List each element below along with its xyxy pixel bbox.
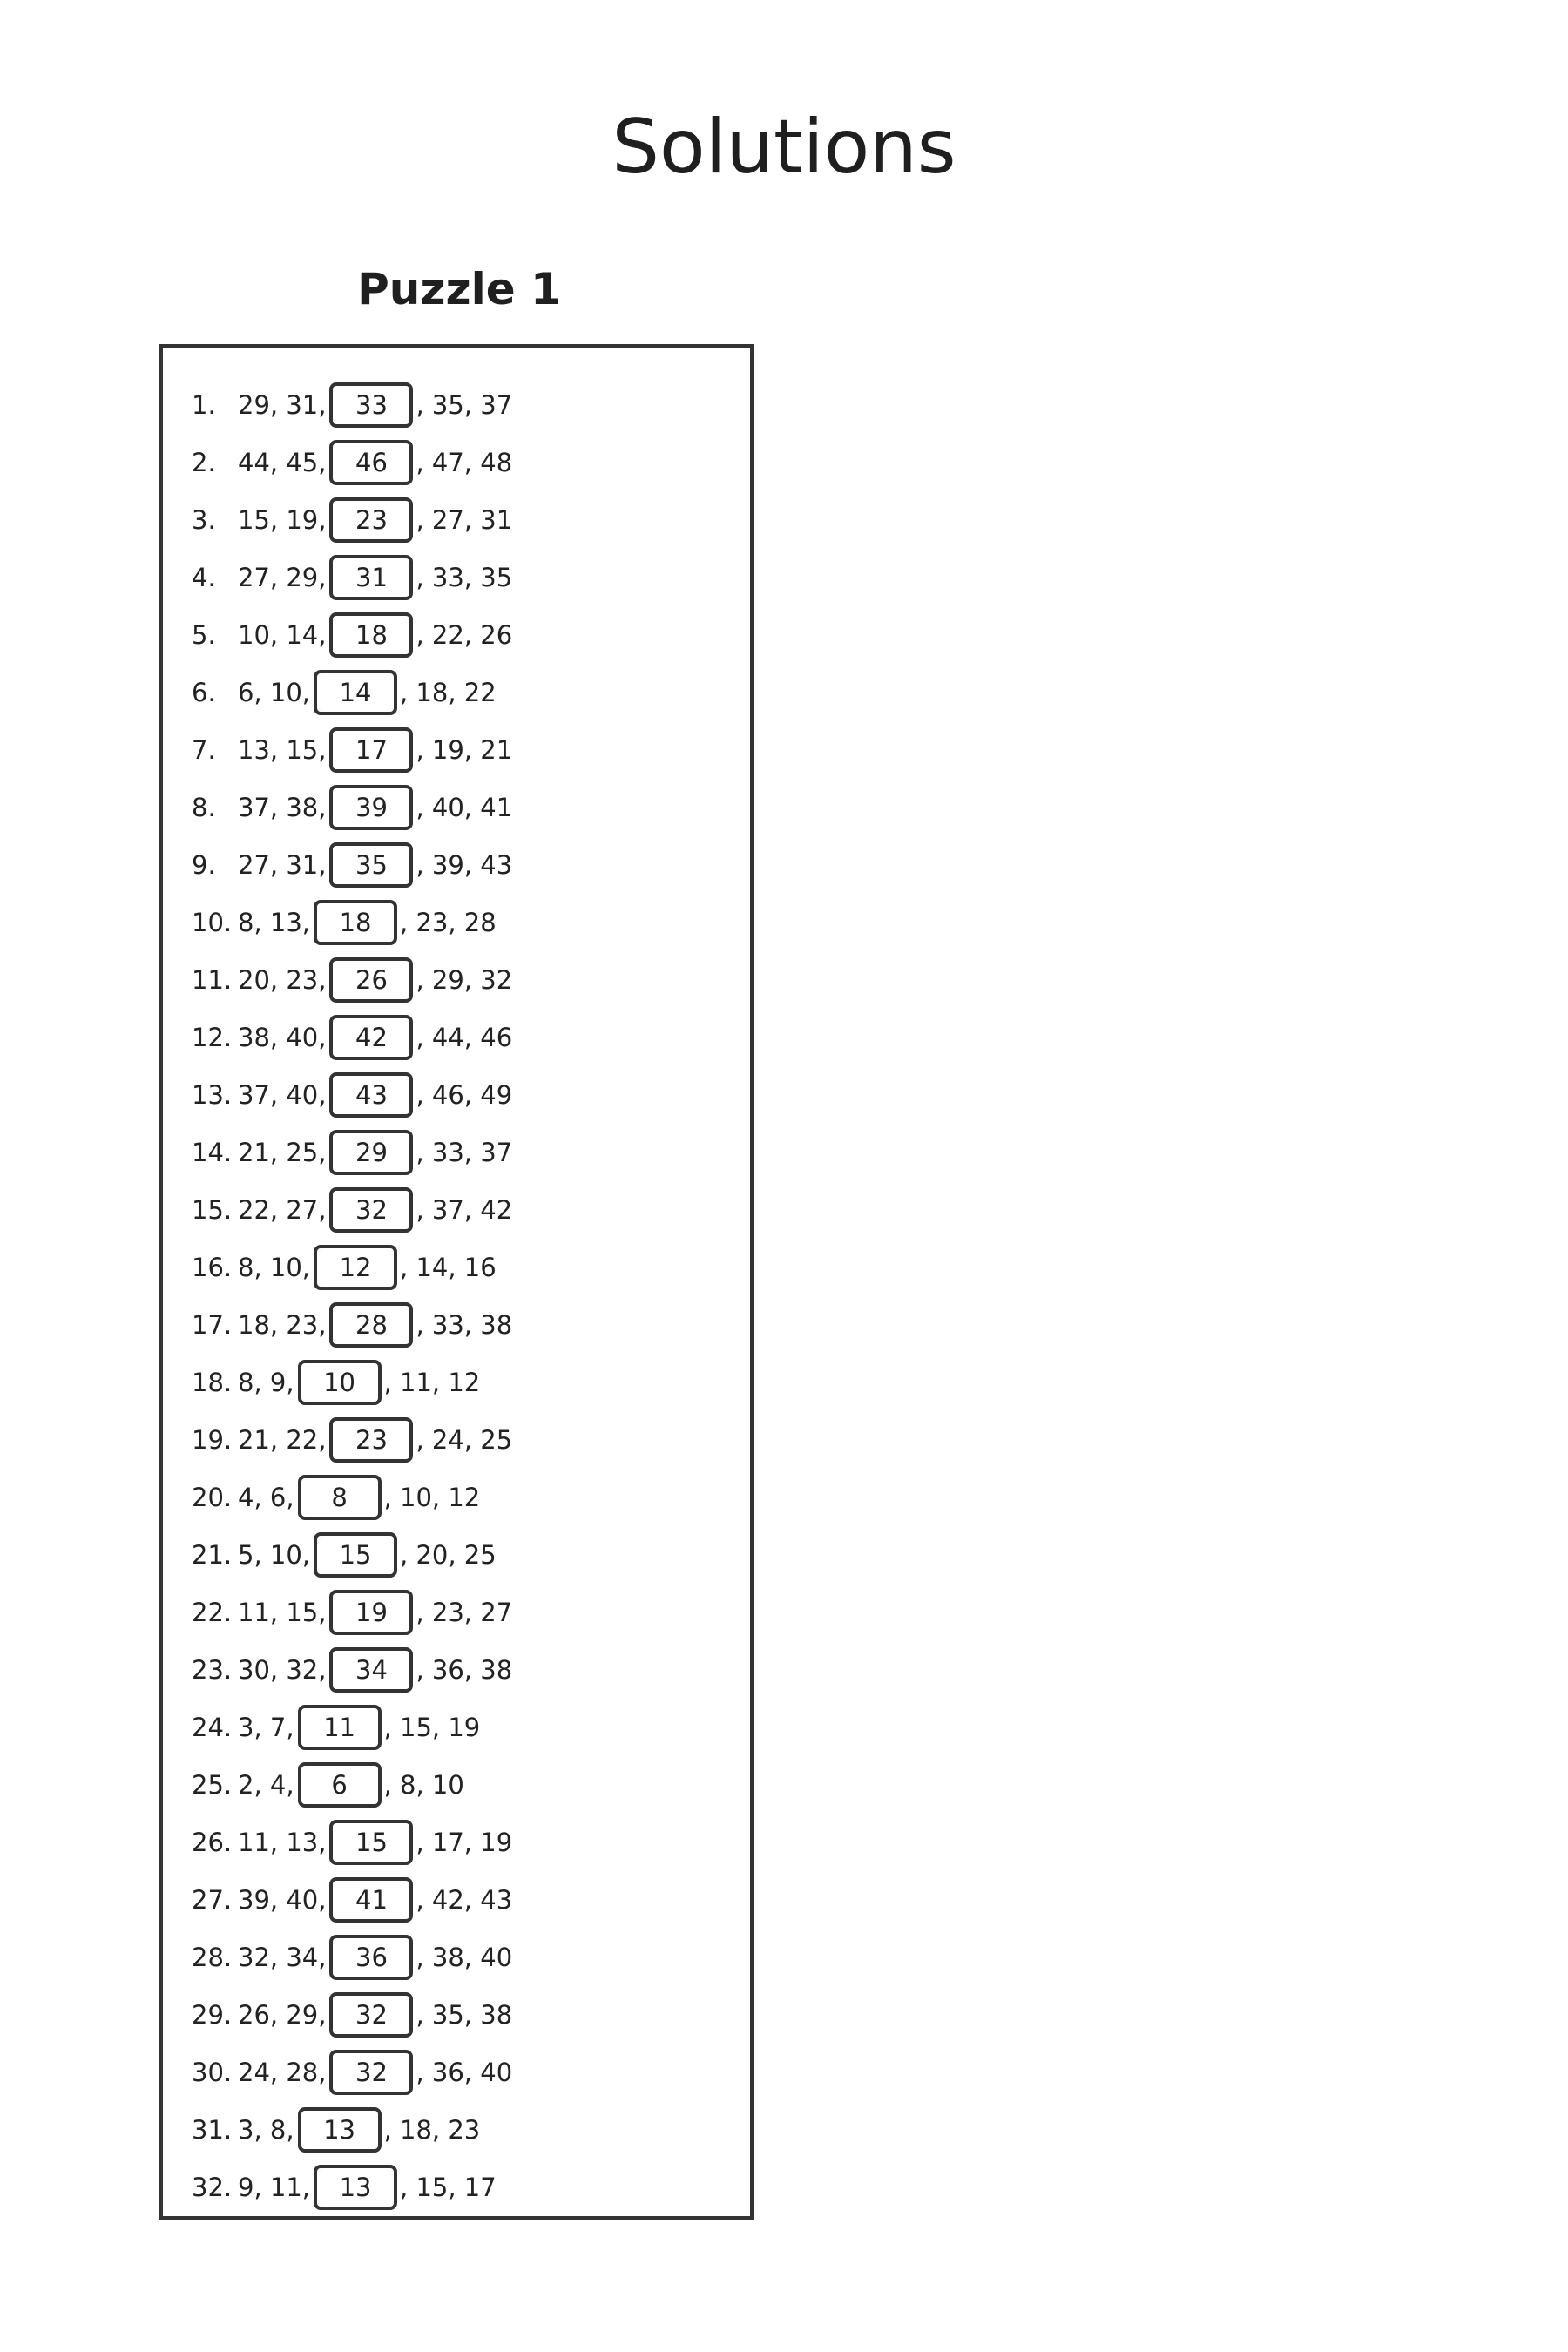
row-number: 29. [192, 2000, 233, 2030]
sequence-before: 37, 38, [238, 793, 327, 822]
solution-row [192, 1756, 512, 1814]
solution-row [192, 1929, 512, 1986]
row-number: 12. [192, 1023, 233, 1052]
answer-box: 19 [329, 1590, 413, 1635]
sequence-after: , 20, 25 [400, 1540, 497, 1570]
sequence-after: , 33, 38 [416, 1310, 513, 1340]
puzzle-solutions-box [159, 344, 754, 2220]
answer-box: 41 [329, 1877, 413, 1923]
sequence-before: 2, 4, [238, 1770, 294, 1800]
solution-row [192, 1699, 512, 1756]
answer-box: 15 [329, 1820, 413, 1865]
answer-box: 42 [329, 1015, 413, 1060]
sequence-before: 8, 10, [238, 1253, 311, 1282]
sequence-after: , 15, 19 [383, 1713, 481, 1742]
sequence-after: , 46, 49 [416, 1080, 513, 1110]
sequence-before: 21, 25, [238, 1138, 327, 1167]
row-number: 15. [192, 1195, 233, 1225]
answer-box: 32 [329, 1187, 413, 1233]
row-number: 30. [192, 2058, 233, 2087]
row-number: 4. [192, 563, 216, 592]
sequence-before: 32, 34, [238, 1943, 327, 1972]
answer-box: 18 [314, 900, 397, 945]
sequence-before: 6, 10, [238, 678, 311, 707]
answer-box: 13 [298, 2107, 382, 2153]
row-number: 19. [192, 1425, 233, 1455]
solution-row [192, 1124, 512, 1181]
sequence-after: , 35, 37 [416, 390, 513, 420]
sequence-before: 11, 15, [238, 1598, 327, 1627]
row-number: 10. [192, 908, 233, 937]
solution-row [192, 434, 512, 491]
solution-row [192, 1584, 512, 1641]
row-number: 18. [192, 1368, 233, 1397]
sequence-before: 20, 23, [238, 965, 327, 995]
solution-row [192, 894, 512, 951]
answer-box: 17 [329, 727, 413, 773]
answer-box: 35 [329, 842, 413, 888]
answer-box: 46 [329, 440, 413, 485]
sequence-before: 15, 19, [238, 505, 327, 535]
solution-row [192, 1296, 512, 1354]
sequence-after: , 24, 25 [416, 1425, 513, 1455]
sequence-after: , 40, 41 [416, 793, 513, 822]
sequence-after: , 23, 28 [400, 908, 497, 937]
answer-box: 18 [329, 612, 413, 658]
solution-row [192, 1354, 512, 1411]
solution-row [192, 549, 512, 606]
answer-box: 10 [298, 1360, 382, 1405]
answer-box: 32 [329, 2050, 413, 2095]
solution-row [192, 664, 512, 721]
sequence-before: 27, 29, [238, 563, 327, 592]
sequence-after: , 10, 12 [383, 1483, 481, 1512]
answer-box: 43 [329, 1072, 413, 1118]
answer-box: 34 [329, 1647, 413, 1693]
row-number: 20. [192, 1483, 233, 1512]
sequence-before: 21, 22, [238, 1425, 327, 1455]
sequence-before: 29, 31, [238, 390, 327, 420]
sequence-after: , 18, 22 [400, 678, 497, 707]
sequence-after: , 33, 37 [416, 1138, 513, 1167]
answer-box: 12 [314, 1245, 397, 1290]
answer-box: 13 [314, 2165, 397, 2210]
row-number: 27. [192, 1885, 233, 1915]
row-number: 7. [192, 735, 216, 765]
answer-box: 23 [329, 497, 413, 543]
answer-box: 39 [329, 785, 413, 830]
sequence-after: , 14, 16 [400, 1253, 497, 1282]
sequence-after: , 36, 40 [416, 2058, 513, 2087]
sequence-before: 38, 40, [238, 1023, 327, 1052]
sequence-before: 39, 40, [238, 1885, 327, 1915]
sequence-before: 3, 7, [238, 1713, 294, 1742]
row-number: 26. [192, 1828, 233, 1857]
answer-box: 33 [329, 382, 413, 428]
solution-row [192, 606, 512, 664]
sequence-before: 37, 40, [238, 1080, 327, 1110]
answer-box: 28 [329, 1302, 413, 1348]
row-number: 16. [192, 1253, 233, 1282]
row-number: 5. [192, 620, 216, 650]
solution-row [192, 491, 512, 549]
sequence-after: , 8, 10 [383, 1770, 464, 1800]
answer-box: 11 [298, 1705, 382, 1750]
sequence-after: , 37, 42 [416, 1195, 513, 1225]
sequence-after: , 22, 26 [416, 620, 513, 650]
row-number: 2. [192, 448, 216, 477]
row-number: 31. [192, 2115, 233, 2145]
row-number: 1. [192, 390, 216, 420]
answer-box: 32 [329, 1992, 413, 2038]
solution-row [192, 1986, 512, 2044]
sequence-after: , 23, 27 [416, 1598, 513, 1627]
sequence-before: 13, 15, [238, 735, 327, 765]
row-number: 8. [192, 793, 216, 822]
row-number: 6. [192, 678, 216, 707]
sequence-before: 11, 13, [238, 1828, 327, 1857]
sequence-before: 8, 13, [238, 908, 311, 937]
answer-box: 29 [329, 1130, 413, 1175]
sequence-before: 18, 23, [238, 1310, 327, 1340]
sequence-after: , 33, 35 [416, 563, 513, 592]
answer-box: 23 [329, 1417, 413, 1463]
row-number: 24. [192, 1713, 233, 1742]
sequence-before: 5, 10, [238, 1540, 311, 1570]
row-number: 11. [192, 965, 233, 995]
sequence-after: , 18, 23 [383, 2115, 481, 2145]
solution-row [192, 836, 512, 894]
sequence-before: 4, 6, [238, 1483, 294, 1512]
solution-row [192, 376, 512, 434]
sequence-before: 8, 9, [238, 1368, 294, 1397]
row-number: 28. [192, 1943, 233, 1972]
answer-box: 26 [329, 957, 413, 1003]
solution-row [192, 721, 512, 779]
sequence-after: , 47, 48 [416, 448, 513, 477]
answer-box: 36 [329, 1935, 413, 1980]
sequence-before: 44, 45, [238, 448, 327, 477]
row-number: 23. [192, 1655, 233, 1685]
answer-box: 15 [314, 1532, 397, 1578]
sequence-after: , 11, 12 [383, 1368, 481, 1397]
solution-row [192, 1526, 512, 1584]
answer-box: 6 [298, 1762, 382, 1808]
answer-box: 8 [298, 1475, 382, 1520]
solution-row [192, 1411, 512, 1469]
solution-row [192, 2044, 512, 2101]
row-number: 9. [192, 850, 216, 880]
solution-row [192, 2159, 512, 2216]
puzzle-title: Puzzle 1 [357, 264, 561, 314]
row-number: 14. [192, 1138, 233, 1167]
solution-row [192, 1469, 512, 1526]
row-number: 25. [192, 1770, 233, 1800]
row-number: 32. [192, 2173, 233, 2202]
solution-row [192, 1641, 512, 1699]
answer-box: 31 [329, 555, 413, 600]
sequence-after: , 27, 31 [416, 505, 513, 535]
solution-row [192, 2101, 512, 2159]
sequence-before: 9, 11, [238, 2173, 311, 2202]
solution-list [192, 376, 512, 2216]
sequence-after: , 36, 38 [416, 1655, 513, 1685]
sequence-before: 3, 8, [238, 2115, 294, 2145]
sequence-before: 10, 14, [238, 620, 327, 650]
sequence-before: 24, 28, [238, 2058, 327, 2087]
solution-row [192, 1814, 512, 1871]
sequence-after: , 19, 21 [416, 735, 513, 765]
row-number: 17. [192, 1310, 233, 1340]
solution-row [192, 779, 512, 836]
sequence-after: , 29, 32 [416, 965, 513, 995]
solution-row [192, 1239, 512, 1296]
row-number: 3. [192, 505, 216, 535]
sequence-before: 22, 27, [238, 1195, 327, 1225]
solution-row [192, 1871, 512, 1929]
solution-row [192, 1066, 512, 1124]
sequence-after: , 44, 46 [416, 1023, 513, 1052]
row-number: 13. [192, 1080, 233, 1110]
sequence-after: , 39, 43 [416, 850, 513, 880]
sequence-after: , 17, 19 [416, 1828, 513, 1857]
row-number: 22. [192, 1598, 233, 1627]
solution-row [192, 1009, 512, 1066]
sequence-before: 30, 32, [238, 1655, 327, 1685]
sequence-after: , 15, 17 [400, 2173, 497, 2202]
solution-row [192, 951, 512, 1009]
solution-row [192, 1181, 512, 1239]
answer-box: 14 [314, 670, 397, 715]
sequence-after: , 42, 43 [416, 1885, 513, 1915]
sequence-after: , 35, 38 [416, 2000, 513, 2030]
page-title: Solutions [612, 104, 956, 191]
row-number: 21. [192, 1540, 233, 1570]
sequence-after: , 38, 40 [416, 1943, 513, 1972]
sequence-before: 26, 29, [238, 2000, 327, 2030]
sequence-before: 27, 31, [238, 850, 327, 880]
